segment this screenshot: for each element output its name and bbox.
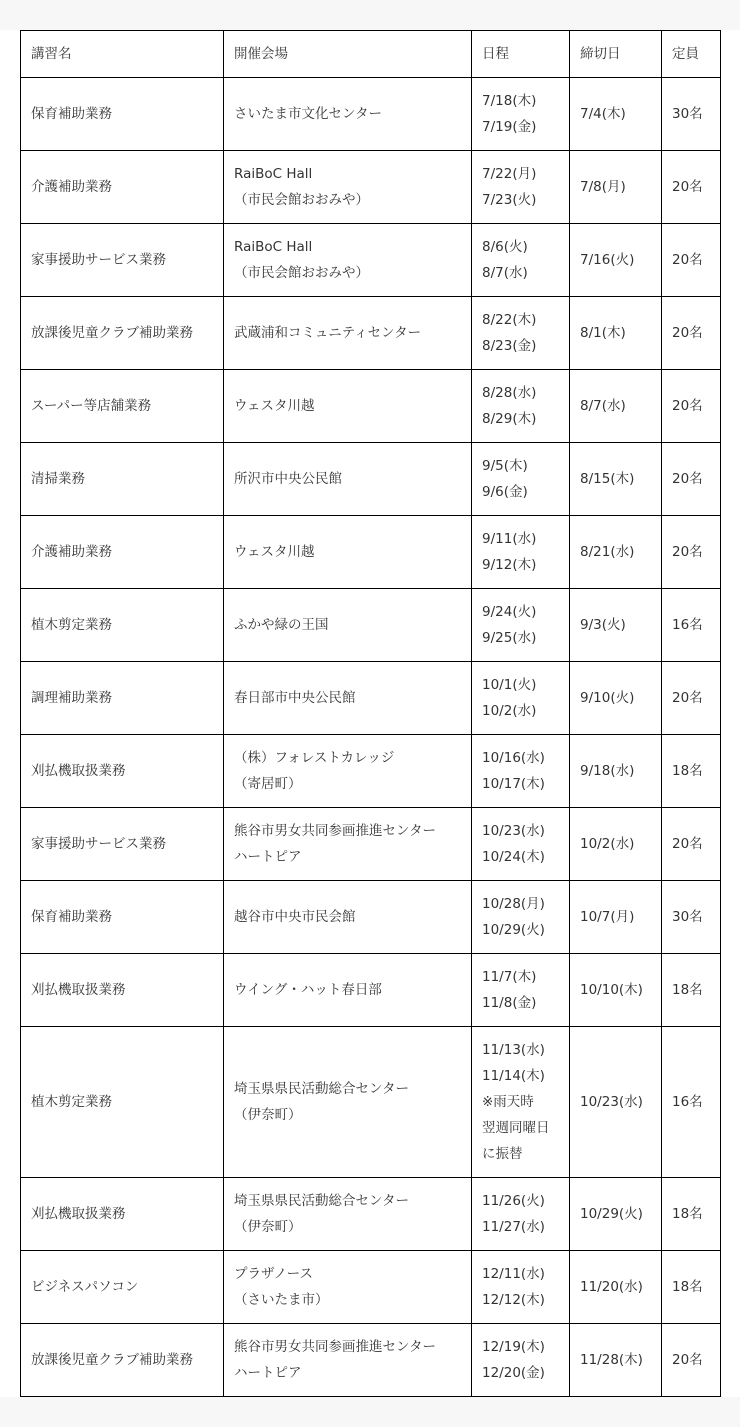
venue-cell bbox=[224, 1178, 472, 1251]
capacity-cell: 20名 bbox=[662, 370, 721, 443]
deadline-cell: 10/7(月) bbox=[570, 881, 662, 954]
venue-cell bbox=[224, 516, 472, 589]
schedule-line: に振替 bbox=[482, 1146, 523, 1162]
venue-cell bbox=[224, 881, 472, 954]
capacity-cell: 20名 bbox=[662, 808, 721, 881]
header-deadline: 締切日 bbox=[570, 31, 662, 78]
venue-line: 春日部市中央公民館 bbox=[234, 690, 356, 706]
course-name-cell: 介護補助業務 bbox=[21, 516, 224, 589]
course-name-cell: 植木剪定業務 bbox=[21, 1027, 224, 1178]
deadline-cell: 9/3(火) bbox=[570, 589, 662, 662]
schedule-line: 10/17(木) bbox=[482, 776, 545, 792]
venue-line: ふかや緑の王国 bbox=[234, 617, 329, 633]
course-name-cell: 家事援助サービス業務 bbox=[21, 808, 224, 881]
schedule-line: 9/24(火) bbox=[482, 604, 537, 620]
venue-line: （寄居町） bbox=[234, 776, 302, 792]
capacity-cell: 16名 bbox=[662, 1027, 721, 1178]
table-row bbox=[21, 808, 721, 881]
schedule-line: 7/19(金) bbox=[482, 119, 537, 135]
deadline-cell: 10/29(火) bbox=[570, 1178, 662, 1251]
schedule-cell bbox=[472, 808, 570, 881]
schedule-line: 12/12(木) bbox=[482, 1292, 545, 1308]
course-name-cell: 介護補助業務 bbox=[21, 151, 224, 224]
schedule-cell bbox=[472, 735, 570, 808]
venue-line: （市民会館おおみや） bbox=[234, 265, 369, 281]
table-row bbox=[21, 1324, 721, 1397]
venue-line: ウェスタ川越 bbox=[234, 398, 315, 414]
venue-line: 埼玉県県民活動総合センター bbox=[234, 1193, 409, 1209]
venue-line: 所沢市中央公民館 bbox=[234, 471, 342, 487]
schedule-line: 10/29(火) bbox=[482, 922, 545, 938]
schedule-line: 11/8(金) bbox=[482, 995, 537, 1011]
deadline-cell: 7/4(木) bbox=[570, 78, 662, 151]
venue-cell bbox=[224, 224, 472, 297]
capacity-cell: 20名 bbox=[662, 443, 721, 516]
capacity-cell: 18名 bbox=[662, 1251, 721, 1324]
capacity-cell: 30名 bbox=[662, 78, 721, 151]
schedule-line: 10/28(月) bbox=[482, 896, 545, 912]
venue-line: RaiBoC Hall bbox=[234, 239, 313, 255]
schedule-line: 12/19(木) bbox=[482, 1339, 545, 1355]
venue-line: RaiBoC Hall bbox=[234, 166, 313, 182]
venue-line: 熊谷市男女共同参画推進センター bbox=[234, 1339, 436, 1355]
table-row bbox=[21, 443, 721, 516]
deadline-cell: 10/23(水) bbox=[570, 1027, 662, 1178]
capacity-cell: 20名 bbox=[662, 297, 721, 370]
course-name-cell: 放課後児童クラブ補助業務 bbox=[21, 297, 224, 370]
venue-line: （市民会館おおみや） bbox=[234, 192, 369, 208]
course-name-cell: 放課後児童クラブ補助業務 bbox=[21, 1324, 224, 1397]
table-row bbox=[21, 735, 721, 808]
capacity-cell: 20名 bbox=[662, 1324, 721, 1397]
schedule-line: 10/23(水) bbox=[482, 823, 545, 839]
table-row bbox=[21, 224, 721, 297]
header-course-name: 講習名 bbox=[21, 31, 224, 78]
schedule-line: 9/11(水) bbox=[482, 531, 537, 547]
schedule-cell bbox=[472, 78, 570, 151]
deadline-cell: 8/21(水) bbox=[570, 516, 662, 589]
venue-line: 武蔵浦和コミュニティセンター bbox=[234, 325, 422, 341]
venue-cell bbox=[224, 1027, 472, 1178]
venue-cell bbox=[224, 78, 472, 151]
schedule-line: 10/16(水) bbox=[482, 750, 545, 766]
table-row bbox=[21, 297, 721, 370]
table-row bbox=[21, 78, 721, 151]
schedule-line: 11/14(木) bbox=[482, 1068, 545, 1084]
course-name-cell: 保育補助業務 bbox=[21, 78, 224, 151]
table-row bbox=[21, 954, 721, 1027]
course-name-cell: 調理補助業務 bbox=[21, 662, 224, 735]
table-header-row bbox=[21, 31, 721, 78]
schedule-cell bbox=[472, 1324, 570, 1397]
schedule-cell bbox=[472, 589, 570, 662]
schedule-line: 8/29(木) bbox=[482, 411, 537, 427]
schedule-cell bbox=[472, 954, 570, 1027]
deadline-cell: 8/7(水) bbox=[570, 370, 662, 443]
table-row bbox=[21, 1178, 721, 1251]
schedule-line: 10/24(木) bbox=[482, 849, 545, 865]
course-name-cell: 植木剪定業務 bbox=[21, 589, 224, 662]
schedule-cell bbox=[472, 224, 570, 297]
venue-line: （伊奈町） bbox=[234, 1219, 302, 1235]
venue-cell bbox=[224, 954, 472, 1027]
deadline-cell: 7/16(火) bbox=[570, 224, 662, 297]
table-row bbox=[21, 589, 721, 662]
schedule-line: 9/5(木) bbox=[482, 458, 528, 474]
capacity-cell: 30名 bbox=[662, 881, 721, 954]
schedule-line: 8/28(水) bbox=[482, 385, 537, 401]
venue-cell bbox=[224, 735, 472, 808]
schedule-line: 12/20(金) bbox=[482, 1365, 545, 1381]
schedule-line: 11/27(水) bbox=[482, 1219, 545, 1235]
capacity-cell: 20名 bbox=[662, 224, 721, 297]
course-name-cell: 刈払機取扱業務 bbox=[21, 1178, 224, 1251]
venue-cell bbox=[224, 1324, 472, 1397]
deadline-cell: 10/10(木) bbox=[570, 954, 662, 1027]
venue-line: （伊奈町） bbox=[234, 1107, 302, 1123]
venue-cell bbox=[224, 370, 472, 443]
schedule-line: 7/22(月) bbox=[482, 166, 537, 182]
schedule-line: ※雨天時 bbox=[482, 1094, 534, 1110]
schedule-line: 7/18(木) bbox=[482, 93, 537, 109]
schedule-line: 8/6(火) bbox=[482, 239, 528, 255]
schedule-line: 翌週同曜日 bbox=[482, 1120, 550, 1136]
schedule-line: 11/13(水) bbox=[482, 1042, 545, 1058]
capacity-cell: 20名 bbox=[662, 151, 721, 224]
capacity-cell: 18名 bbox=[662, 954, 721, 1027]
course-name-cell: スーパー等店舗業務 bbox=[21, 370, 224, 443]
schedule-line: 8/7(水) bbox=[482, 265, 528, 281]
venue-line: 越谷市中央市民会館 bbox=[234, 909, 356, 925]
schedule-cell bbox=[472, 151, 570, 224]
schedule-cell bbox=[472, 662, 570, 735]
deadline-cell: 10/2(水) bbox=[570, 808, 662, 881]
capacity-cell: 18名 bbox=[662, 1178, 721, 1251]
course-name-cell: 保育補助業務 bbox=[21, 881, 224, 954]
venue-line: （株）フォレストカレッジ bbox=[234, 750, 395, 766]
table-row bbox=[21, 151, 721, 224]
deadline-cell: 11/20(水) bbox=[570, 1251, 662, 1324]
table-row bbox=[21, 881, 721, 954]
capacity-cell: 16名 bbox=[662, 589, 721, 662]
course-name-cell: 刈払機取扱業務 bbox=[21, 735, 224, 808]
header-schedule: 日程 bbox=[472, 31, 570, 78]
schedule-line: 9/12(木) bbox=[482, 557, 537, 573]
venue-line: ハートピア bbox=[234, 849, 302, 865]
venue-cell bbox=[224, 297, 472, 370]
deadline-cell: 11/28(木) bbox=[570, 1324, 662, 1397]
schedule-line: 10/2(水) bbox=[482, 703, 537, 719]
venue-line: ウェスタ川越 bbox=[234, 544, 315, 560]
venue-cell bbox=[224, 443, 472, 516]
venue-line: さいたま市文化センター bbox=[234, 106, 382, 122]
schedule-cell bbox=[472, 443, 570, 516]
schedule-cell bbox=[472, 1178, 570, 1251]
schedule-line: 8/22(木) bbox=[482, 312, 537, 328]
header-capacity: 定員 bbox=[662, 31, 721, 78]
schedule-line: 7/23(火) bbox=[482, 192, 537, 208]
table-row bbox=[21, 662, 721, 735]
venue-cell bbox=[224, 151, 472, 224]
deadline-cell: 7/8(月) bbox=[570, 151, 662, 224]
schedule-line: 8/23(金) bbox=[482, 338, 537, 354]
schedule-cell bbox=[472, 1027, 570, 1178]
venue-cell bbox=[224, 589, 472, 662]
table-row bbox=[21, 1251, 721, 1324]
venue-line: プラザノース bbox=[234, 1266, 313, 1282]
header-venue: 開催会場 bbox=[224, 31, 472, 78]
schedule-line: 11/26(火) bbox=[482, 1193, 545, 1209]
deadline-cell: 8/15(木) bbox=[570, 443, 662, 516]
table-row bbox=[21, 370, 721, 443]
schedule-line: 9/25(水) bbox=[482, 630, 537, 646]
capacity-cell: 18名 bbox=[662, 735, 721, 808]
table-row bbox=[21, 1027, 721, 1178]
schedule-cell bbox=[472, 516, 570, 589]
schedule-cell bbox=[472, 297, 570, 370]
course-schedule-table bbox=[20, 30, 721, 1397]
deadline-cell: 9/10(火) bbox=[570, 662, 662, 735]
capacity-cell: 20名 bbox=[662, 516, 721, 589]
venue-line: 埼玉県県民活動総合センター bbox=[234, 1081, 409, 1097]
venue-cell bbox=[224, 662, 472, 735]
course-name-cell: 清掃業務 bbox=[21, 443, 224, 516]
schedule-line: 12/11(水) bbox=[482, 1266, 545, 1282]
course-name-cell: 刈払機取扱業務 bbox=[21, 954, 224, 1027]
schedule-cell bbox=[472, 370, 570, 443]
venue-line: 熊谷市男女共同参画推進センター bbox=[234, 823, 436, 839]
course-name-cell: ビジネスパソコン bbox=[21, 1251, 224, 1324]
schedule-line: 9/6(金) bbox=[482, 484, 528, 500]
table-body bbox=[21, 78, 721, 1397]
schedule-cell bbox=[472, 1251, 570, 1324]
deadline-cell: 8/1(木) bbox=[570, 297, 662, 370]
schedule-line: 10/1(火) bbox=[482, 677, 537, 693]
table-row bbox=[21, 516, 721, 589]
page-content bbox=[0, 30, 740, 1397]
deadline-cell: 9/18(水) bbox=[570, 735, 662, 808]
course-name-cell: 家事援助サービス業務 bbox=[21, 224, 224, 297]
venue-cell bbox=[224, 1251, 472, 1324]
venue-line: （さいたま市） bbox=[234, 1292, 329, 1308]
schedule-line: 11/7(木) bbox=[482, 969, 537, 985]
venue-cell bbox=[224, 808, 472, 881]
capacity-cell: 20名 bbox=[662, 662, 721, 735]
venue-line: ウイング・ハット春日部 bbox=[234, 982, 382, 998]
venue-line: ハートピア bbox=[234, 1365, 302, 1381]
schedule-cell bbox=[472, 881, 570, 954]
